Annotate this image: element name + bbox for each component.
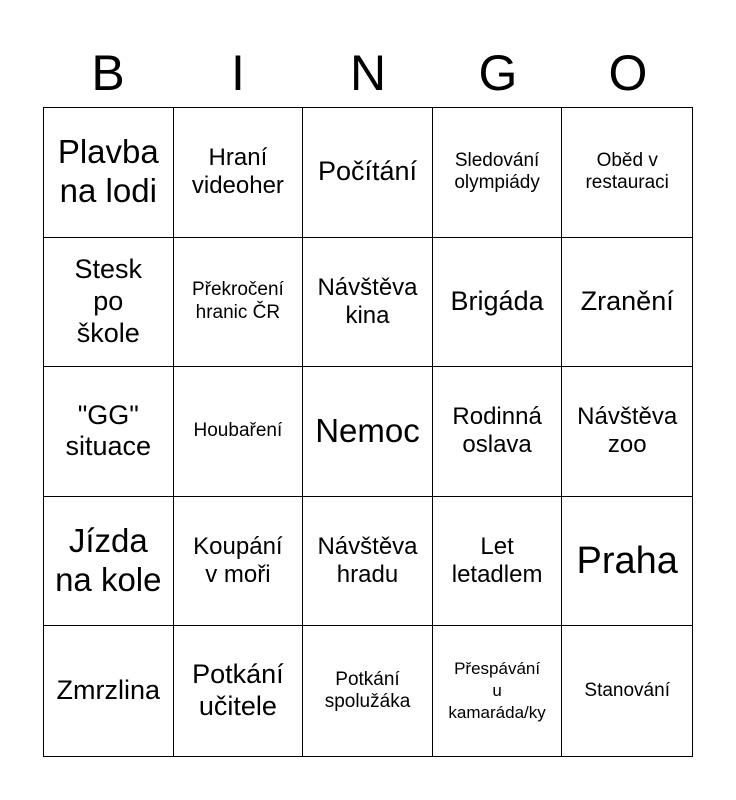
cell-label: Potkání učitele <box>192 659 284 722</box>
bingo-cell[interactable] <box>174 626 304 756</box>
bingo-header <box>43 40 693 106</box>
cell-label: Nemoc <box>315 412 420 450</box>
bingo-cell[interactable] <box>44 497 174 627</box>
cell-label: Koupání v moři <box>193 532 283 589</box>
header-letter-g: G <box>478 45 518 101</box>
cell-label: Potkání spolužáka <box>324 668 411 713</box>
cell-label: Let letadlem <box>451 532 543 589</box>
cell-label: Houbaření <box>193 420 283 442</box>
cell-label: Praha <box>576 539 678 582</box>
bingo-cell[interactable] <box>174 497 304 627</box>
bingo-cell[interactable] <box>433 367 563 497</box>
cell-label: Jízda na kole <box>55 522 162 599</box>
bingo-cell[interactable] <box>433 108 563 238</box>
bingo-cell[interactable] <box>44 367 174 497</box>
cell-label: Rodinná oslava <box>452 403 542 459</box>
bingo-cell[interactable] <box>303 497 433 627</box>
cell-label: Plavba na lodi <box>57 133 159 210</box>
cell-label: Zranění <box>580 285 674 316</box>
bingo-cell[interactable] <box>303 108 433 238</box>
bingo-cell[interactable] <box>174 367 304 497</box>
header-letter-i: I <box>231 45 245 101</box>
cell-label: Hraní videoher <box>191 143 284 200</box>
bingo-cell[interactable] <box>433 626 563 756</box>
cell-label: Zmrzlina <box>56 675 161 706</box>
cell-label: Stesk po škole <box>74 254 143 348</box>
cell-label: Brigáda <box>450 285 544 316</box>
bingo-cell[interactable] <box>562 497 692 627</box>
bingo-cell[interactable] <box>562 108 692 238</box>
bingo-cell[interactable] <box>44 626 174 756</box>
cell-label: Oběd v restauraci <box>585 149 669 194</box>
cell-label: Stanování <box>584 679 670 701</box>
bingo-cell[interactable] <box>433 497 563 627</box>
bingo-cell[interactable] <box>44 108 174 238</box>
header-letter-b: B <box>91 45 125 101</box>
cell-label: Překročení hranic ČR <box>191 279 284 323</box>
bingo-cell[interactable] <box>562 367 692 497</box>
bingo-board <box>43 107 693 757</box>
cell-label: Sledování olympiády <box>454 149 540 194</box>
bingo-cell[interactable] <box>174 238 304 368</box>
bingo-cell[interactable] <box>562 238 692 368</box>
bingo-cell[interactable] <box>174 108 304 238</box>
bingo-cell[interactable] <box>44 238 174 368</box>
cell-label: Přespávání u kamaráda/ky <box>448 659 546 723</box>
bingo-cell[interactable] <box>433 238 563 368</box>
cell-label: Návštěva hradu <box>317 532 418 589</box>
cell-label: Návštěva zoo <box>577 403 678 459</box>
cell-label: Návštěva kina <box>317 273 418 329</box>
bingo-cell[interactable] <box>303 626 433 756</box>
header-letter-o: O <box>608 45 648 101</box>
cell-label: "GG" situace <box>65 399 152 462</box>
header-letter-n: N <box>349 45 387 101</box>
bingo-cell[interactable] <box>303 367 433 497</box>
bingo-cell[interactable] <box>303 238 433 368</box>
cell-label: Počítání <box>317 156 418 187</box>
bingo-cell[interactable] <box>562 626 692 756</box>
